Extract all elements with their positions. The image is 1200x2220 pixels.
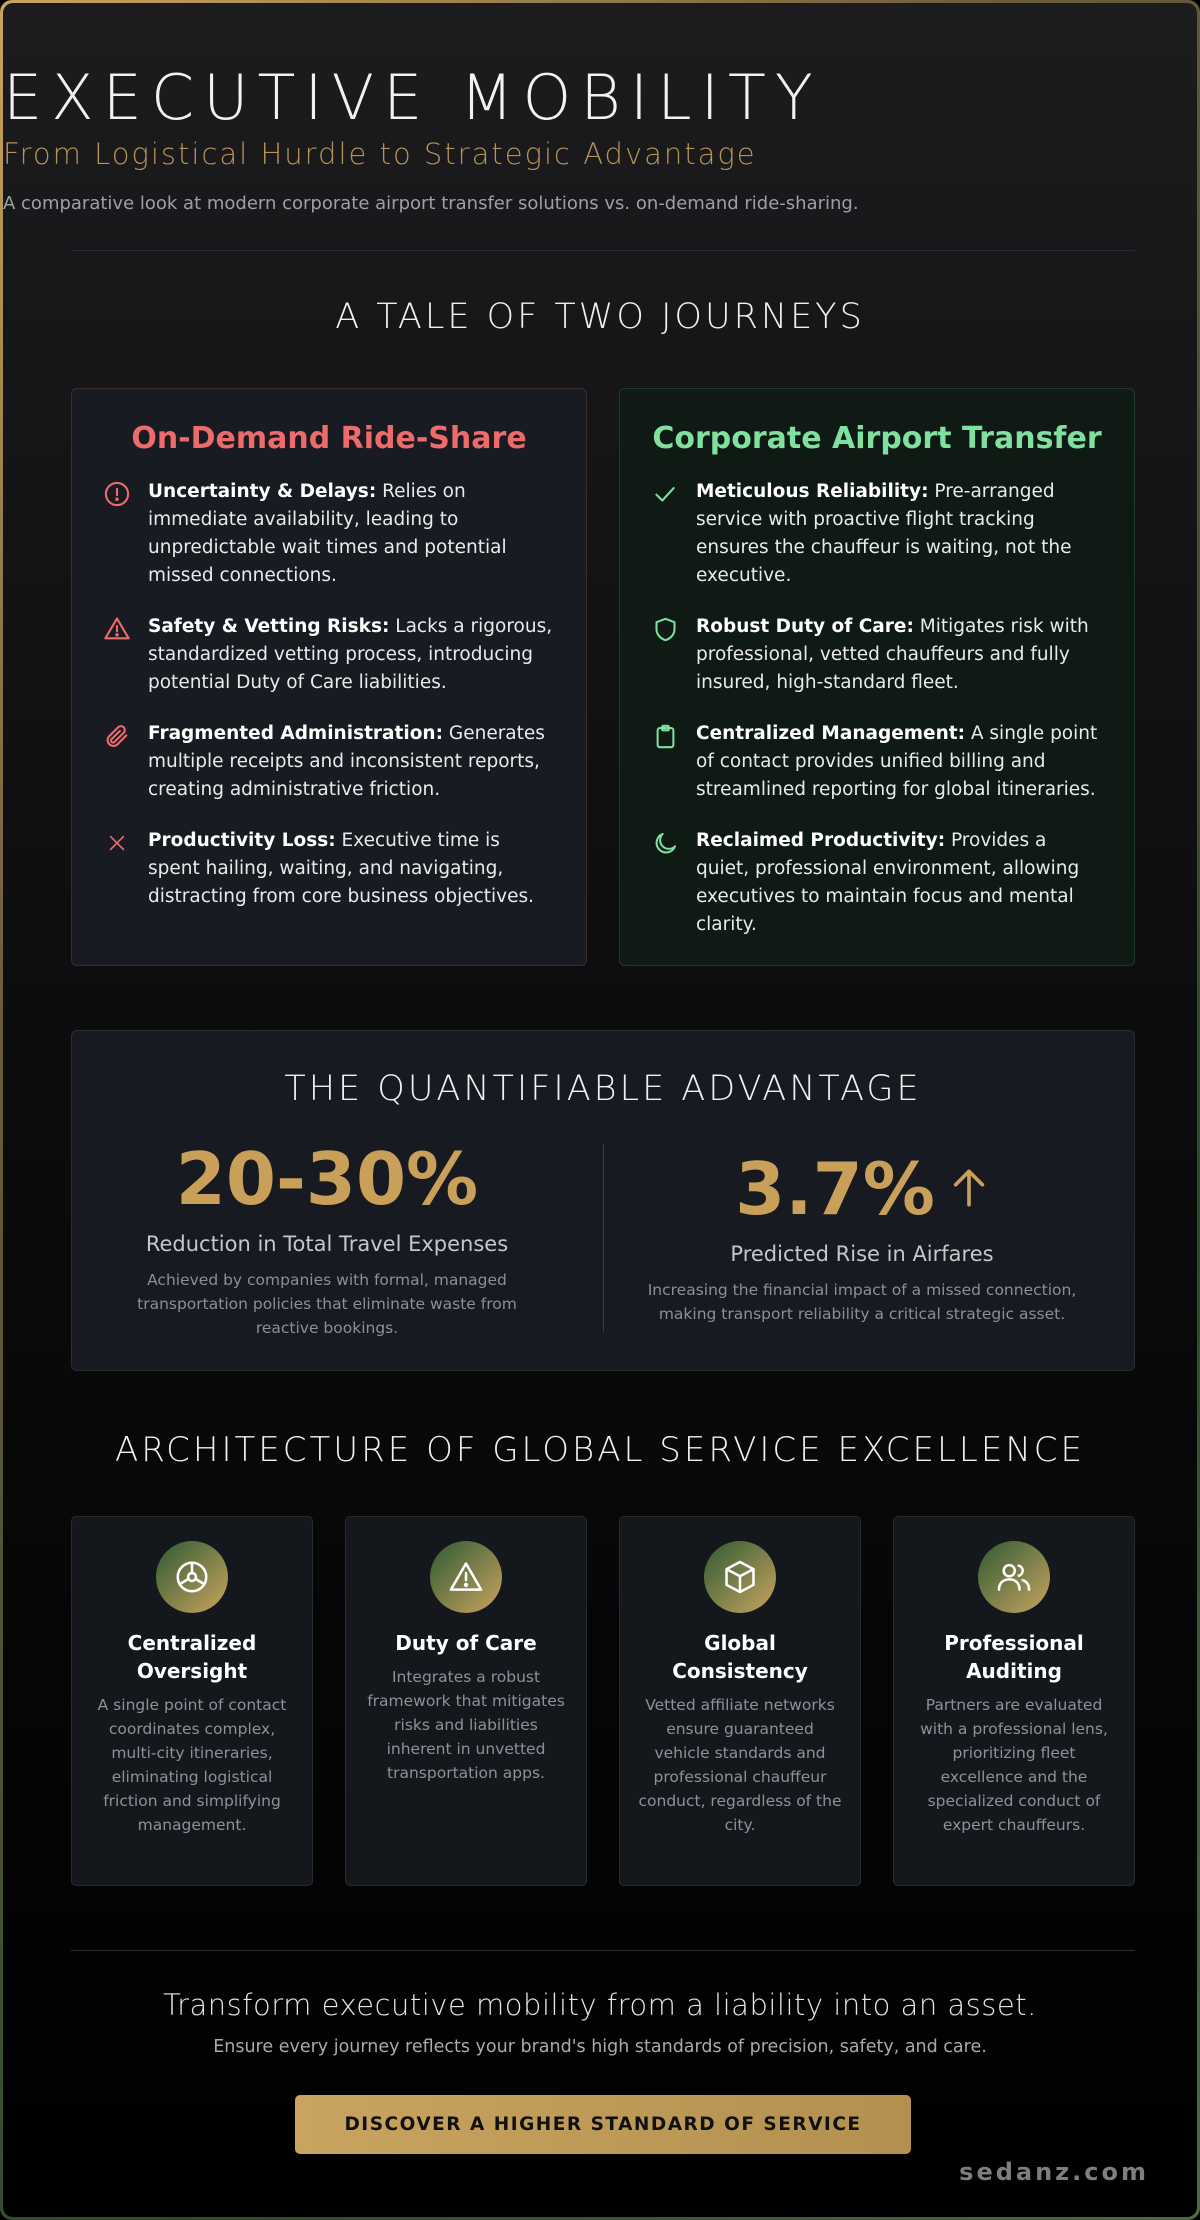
page-tagline: A comparative look at modern corporate airport transfer solutions vs. on-demand ride-sharing. <box>3 193 859 214</box>
arrow-up-icon <box>949 1142 989 1228</box>
pillar-description: Partners are evaluated with a professional lens, prioritizing fleet excellence and the specialized conduct of expert chauffeurs. <box>920 1696 1108 1834</box>
journeys-section-title: A TALE OF TWO JOURNEYS <box>335 297 865 337</box>
ride-share-card <box>71 388 587 966</box>
pillar-description: Vetted affiliate networks ensure guaranteed vehicle standards and professional chauffeur conduct, regardless of the city. <box>638 1696 842 1834</box>
corporate-point <box>650 613 1104 697</box>
shield-icon <box>650 614 680 644</box>
point-text: Pre-arranged service with proactive flight tracking ensures the chauffeur is waiting, not the executive. <box>696 481 1072 586</box>
corporate-point <box>650 478 1104 590</box>
check-icon <box>650 479 680 509</box>
corporate-point <box>650 720 1104 804</box>
stat-label: Reduction in Total Travel Expenses <box>145 1232 509 1256</box>
brand-logo: sedanz.com <box>959 2158 1149 2186</box>
stat-label: Predicted Rise in Airfares <box>730 1242 994 1266</box>
users-icon <box>978 1541 1050 1613</box>
stat-airfares <box>627 1146 1097 1326</box>
point-label: Productivity Loss: <box>148 830 336 851</box>
point-label: Uncertainty & Delays: <box>148 481 377 502</box>
point-text: Mitigates risk with professional, vetted chauffeurs and fully insured, high-standard fleet. <box>696 616 1089 693</box>
page-body <box>3 3 1197 2217</box>
ride-share-point <box>102 478 556 590</box>
quantifiable-panel <box>71 1030 1135 1371</box>
x-icon <box>102 828 132 858</box>
point-label: Fragmented Administration: <box>148 723 443 744</box>
clipboard-icon <box>650 721 680 751</box>
corporate-point <box>650 827 1104 939</box>
discover-service-button[interactable]: DISCOVER A HIGHER STANDARD OF SERVICE <box>295 2095 911 2154</box>
stat-description: Increasing the financial impact of a missed connection, making transport reliability a critical strategic asset. <box>647 1281 1077 1323</box>
corporate-transfer-card <box>619 388 1135 966</box>
point-label: Robust Duty of Care: <box>696 616 914 637</box>
page-title: EXECUTIVE MOBILITY <box>3 61 822 134</box>
ride-share-title: On-Demand Ride-Share <box>131 421 527 456</box>
pillar-card <box>893 1516 1135 1886</box>
point-text: A single point of contact provides unified billing and streamlined reporting for global itineraries. <box>696 723 1098 800</box>
quantifiable-title: THE QUANTIFIABLE ADVANTAGE <box>284 1069 922 1109</box>
ride-share-point <box>102 613 556 697</box>
pillar-description: A single point of contact coordinates complex, multi-city itineraries, eliminating logistical friction and simplifying management. <box>97 1696 287 1834</box>
page-subtitle: From Logistical Hurdle to Strategic Advantage <box>3 137 757 171</box>
stat-expenses <box>127 1136 527 1340</box>
stat-value: 3.7% <box>735 1147 935 1231</box>
pillar-card <box>345 1516 587 1886</box>
warning-triangle-icon <box>102 614 132 644</box>
point-text: Generates multiple receipts and inconsistent reports, creating administrative friction. <box>148 723 545 800</box>
stat-divider <box>603 1144 604 1332</box>
ride-share-point <box>102 720 556 804</box>
alert-circle-icon <box>102 479 132 509</box>
stat-value: 20-30% <box>175 1137 479 1221</box>
pillar-title: Professional Auditing <box>944 1631 1084 1683</box>
pillar-title: Global Consistency <box>672 1631 808 1683</box>
point-label: Meticulous Reliability: <box>696 481 929 502</box>
corporate-transfer-title: Corporate Airport Transfer <box>652 421 1102 456</box>
header-divider <box>71 250 1135 251</box>
point-text: Lacks a rigorous, standardized vetting process, introducing potential Duty of Care liabilities. <box>148 616 553 693</box>
pillar-title: Centralized Oversight <box>127 1631 257 1683</box>
cta-headline: Transform executive mobility from a liability into an asset. <box>163 1988 1037 2022</box>
pillar-title: Duty of Care <box>395 1631 537 1655</box>
point-label: Reclaimed Productivity: <box>696 830 946 851</box>
cta-divider <box>71 1950 1135 1951</box>
pillar-card <box>71 1516 313 1886</box>
point-label: Centralized Management: <box>696 723 965 744</box>
dashboard-icon <box>156 1541 228 1613</box>
pillar-description: Integrates a robust framework that mitigates risks and liabilities inherent in unvetted transportation apps. <box>367 1668 565 1782</box>
point-label: Safety & Vetting Risks: <box>148 616 390 637</box>
stat-description: Achieved by companies with formal, managed transportation policies that eliminate waste from reactive bookings. <box>137 1271 517 1337</box>
moon-icon <box>650 828 680 858</box>
point-text: Executive time is spent hailing, waiting, and navigating, distracting from core business objectives. <box>148 830 535 907</box>
point-text: Provides a quiet, professional environment, allowing executives to maintain focus and mental clarity. <box>696 830 1080 935</box>
cube-icon <box>704 1541 776 1613</box>
cta-subtext: Ensure every journey reflects your brand's high standards of precision, safety, and care. <box>213 2037 987 2057</box>
paperclip-icon <box>102 721 132 751</box>
warning-triangle-icon <box>430 1541 502 1613</box>
point-text: Relies on immediate availability, leading to unpredictable wait times and potential missed connections. <box>148 481 507 586</box>
pillar-card <box>619 1516 861 1886</box>
pillars-section-title: ARCHITECTURE OF GLOBAL SERVICE EXCELLENCE <box>114 1430 1085 1470</box>
ride-share-point <box>102 827 556 911</box>
